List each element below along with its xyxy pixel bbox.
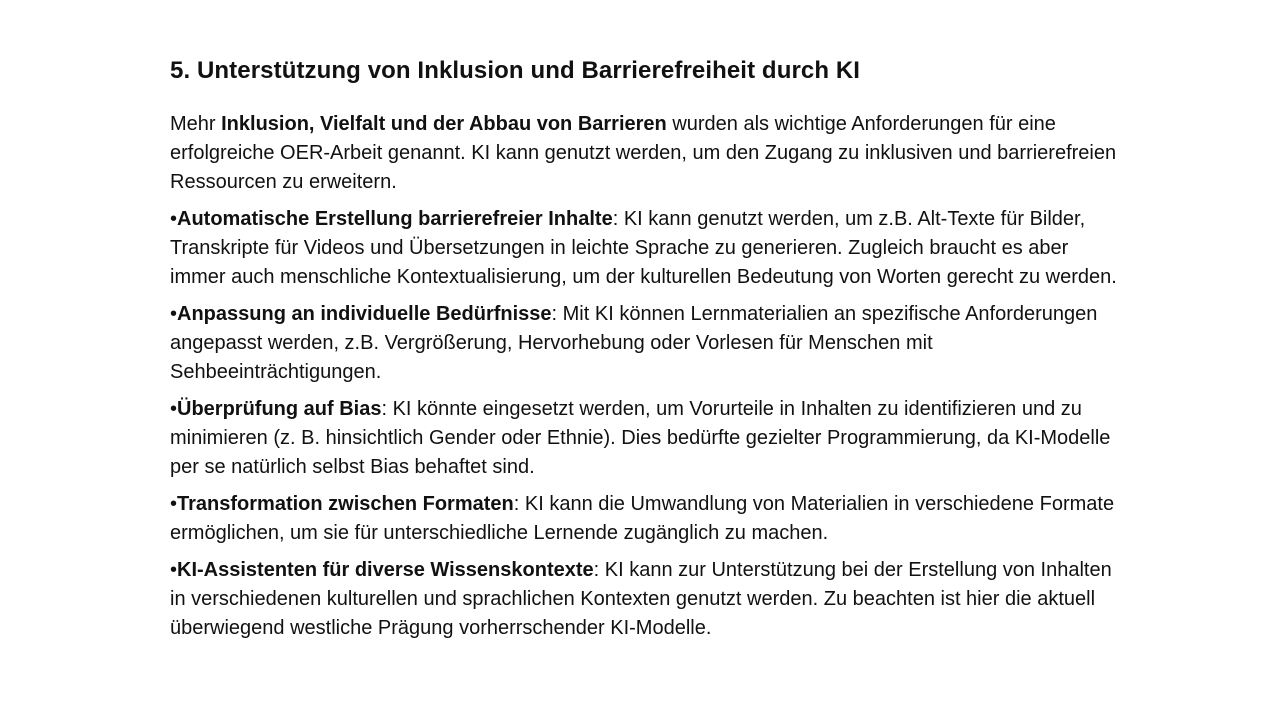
bullet-text: : KI könnte eingesetzt werden, um Vorurteile in Inhalten zu identifizieren und zu minimieren (z. B. hinsichtlich Gender oder Ethnie). Dies bedürfte gezielter Programmierung, da KI-Modelle per se natürlich selbst Bias behaftet sind. [170, 398, 1111, 478]
intro-text-start: Mehr [170, 113, 222, 135]
bullet-marker: • [170, 208, 178, 230]
bullet-term: Überprüfung auf Bias [177, 398, 382, 420]
bullet-text: : KI kann die Umwandlung von Materialien in verschiedene Formate ermöglichen, um sie für unterschiedliche Lernende zugänglich zu machen. [170, 493, 1115, 544]
bullet-item [170, 205, 1120, 292]
intro-text-end: wurden als wichtige Anforderungen für eine erfolgreiche OER-Arbeit genannt. KI kann genutzt werden, um den Zugang zu inklusiven und barrierefreien Ressourcen zu erweitern. [170, 113, 1117, 193]
bullet-term: Automatische Erstellung barrierefreier Inhalte [177, 208, 613, 230]
bullet-marker: • [170, 559, 178, 581]
bullet-term: Transformation zwischen Formaten [177, 493, 514, 515]
bullet-item [170, 556, 1120, 643]
bullet-item [170, 395, 1120, 482]
bullet-term: KI-Assistenten für diverse Wissenskontexte [177, 559, 594, 581]
bullet-text: : KI kann zur Unterstützung bei der Erstellung von Inhalten in verschiedenen kulturellen und sprachlichen Kontexten genutzt werden. Zu beachten ist hier die aktuell überwiegend westliche Prägung vorherrschender KI-Modelle. [170, 559, 1112, 639]
bullet-text: : KI kann genutzt werden, um z.B. Alt-Texte für Bilder, Transkripte für Videos und Übersetzungen in leichte Sprache zu generieren. Zugleich braucht es aber immer auch menschliche Kontextualisierung, um der kulturellen Bedeutung von Worten gerecht zu werden. [170, 208, 1117, 288]
bullet-item [170, 490, 1120, 548]
bullet-marker: • [170, 303, 178, 325]
slide-heading: 5. Unterstützung von Inklusion und Barrierefreiheit durch KI [170, 57, 861, 84]
bullet-marker: • [170, 493, 178, 515]
slide-content [170, 54, 1120, 643]
bullet-term: Anpassung an individuelle Bedürfnisse [177, 303, 552, 325]
intro-highlight: Inklusion, Vielfalt und der Abbau von Barrieren [221, 113, 667, 135]
intro-paragraph [170, 110, 1120, 197]
bullet-marker: • [170, 398, 178, 420]
bullet-text: : Mit KI können Lernmaterialien an spezifische Anforderungen angepasst werden, z.B. Vergrößerung, Hervorhebung oder Vorlesen für Menschen mit Sehbeeinträchtigungen. [170, 303, 1098, 383]
bullet-item [170, 300, 1120, 387]
